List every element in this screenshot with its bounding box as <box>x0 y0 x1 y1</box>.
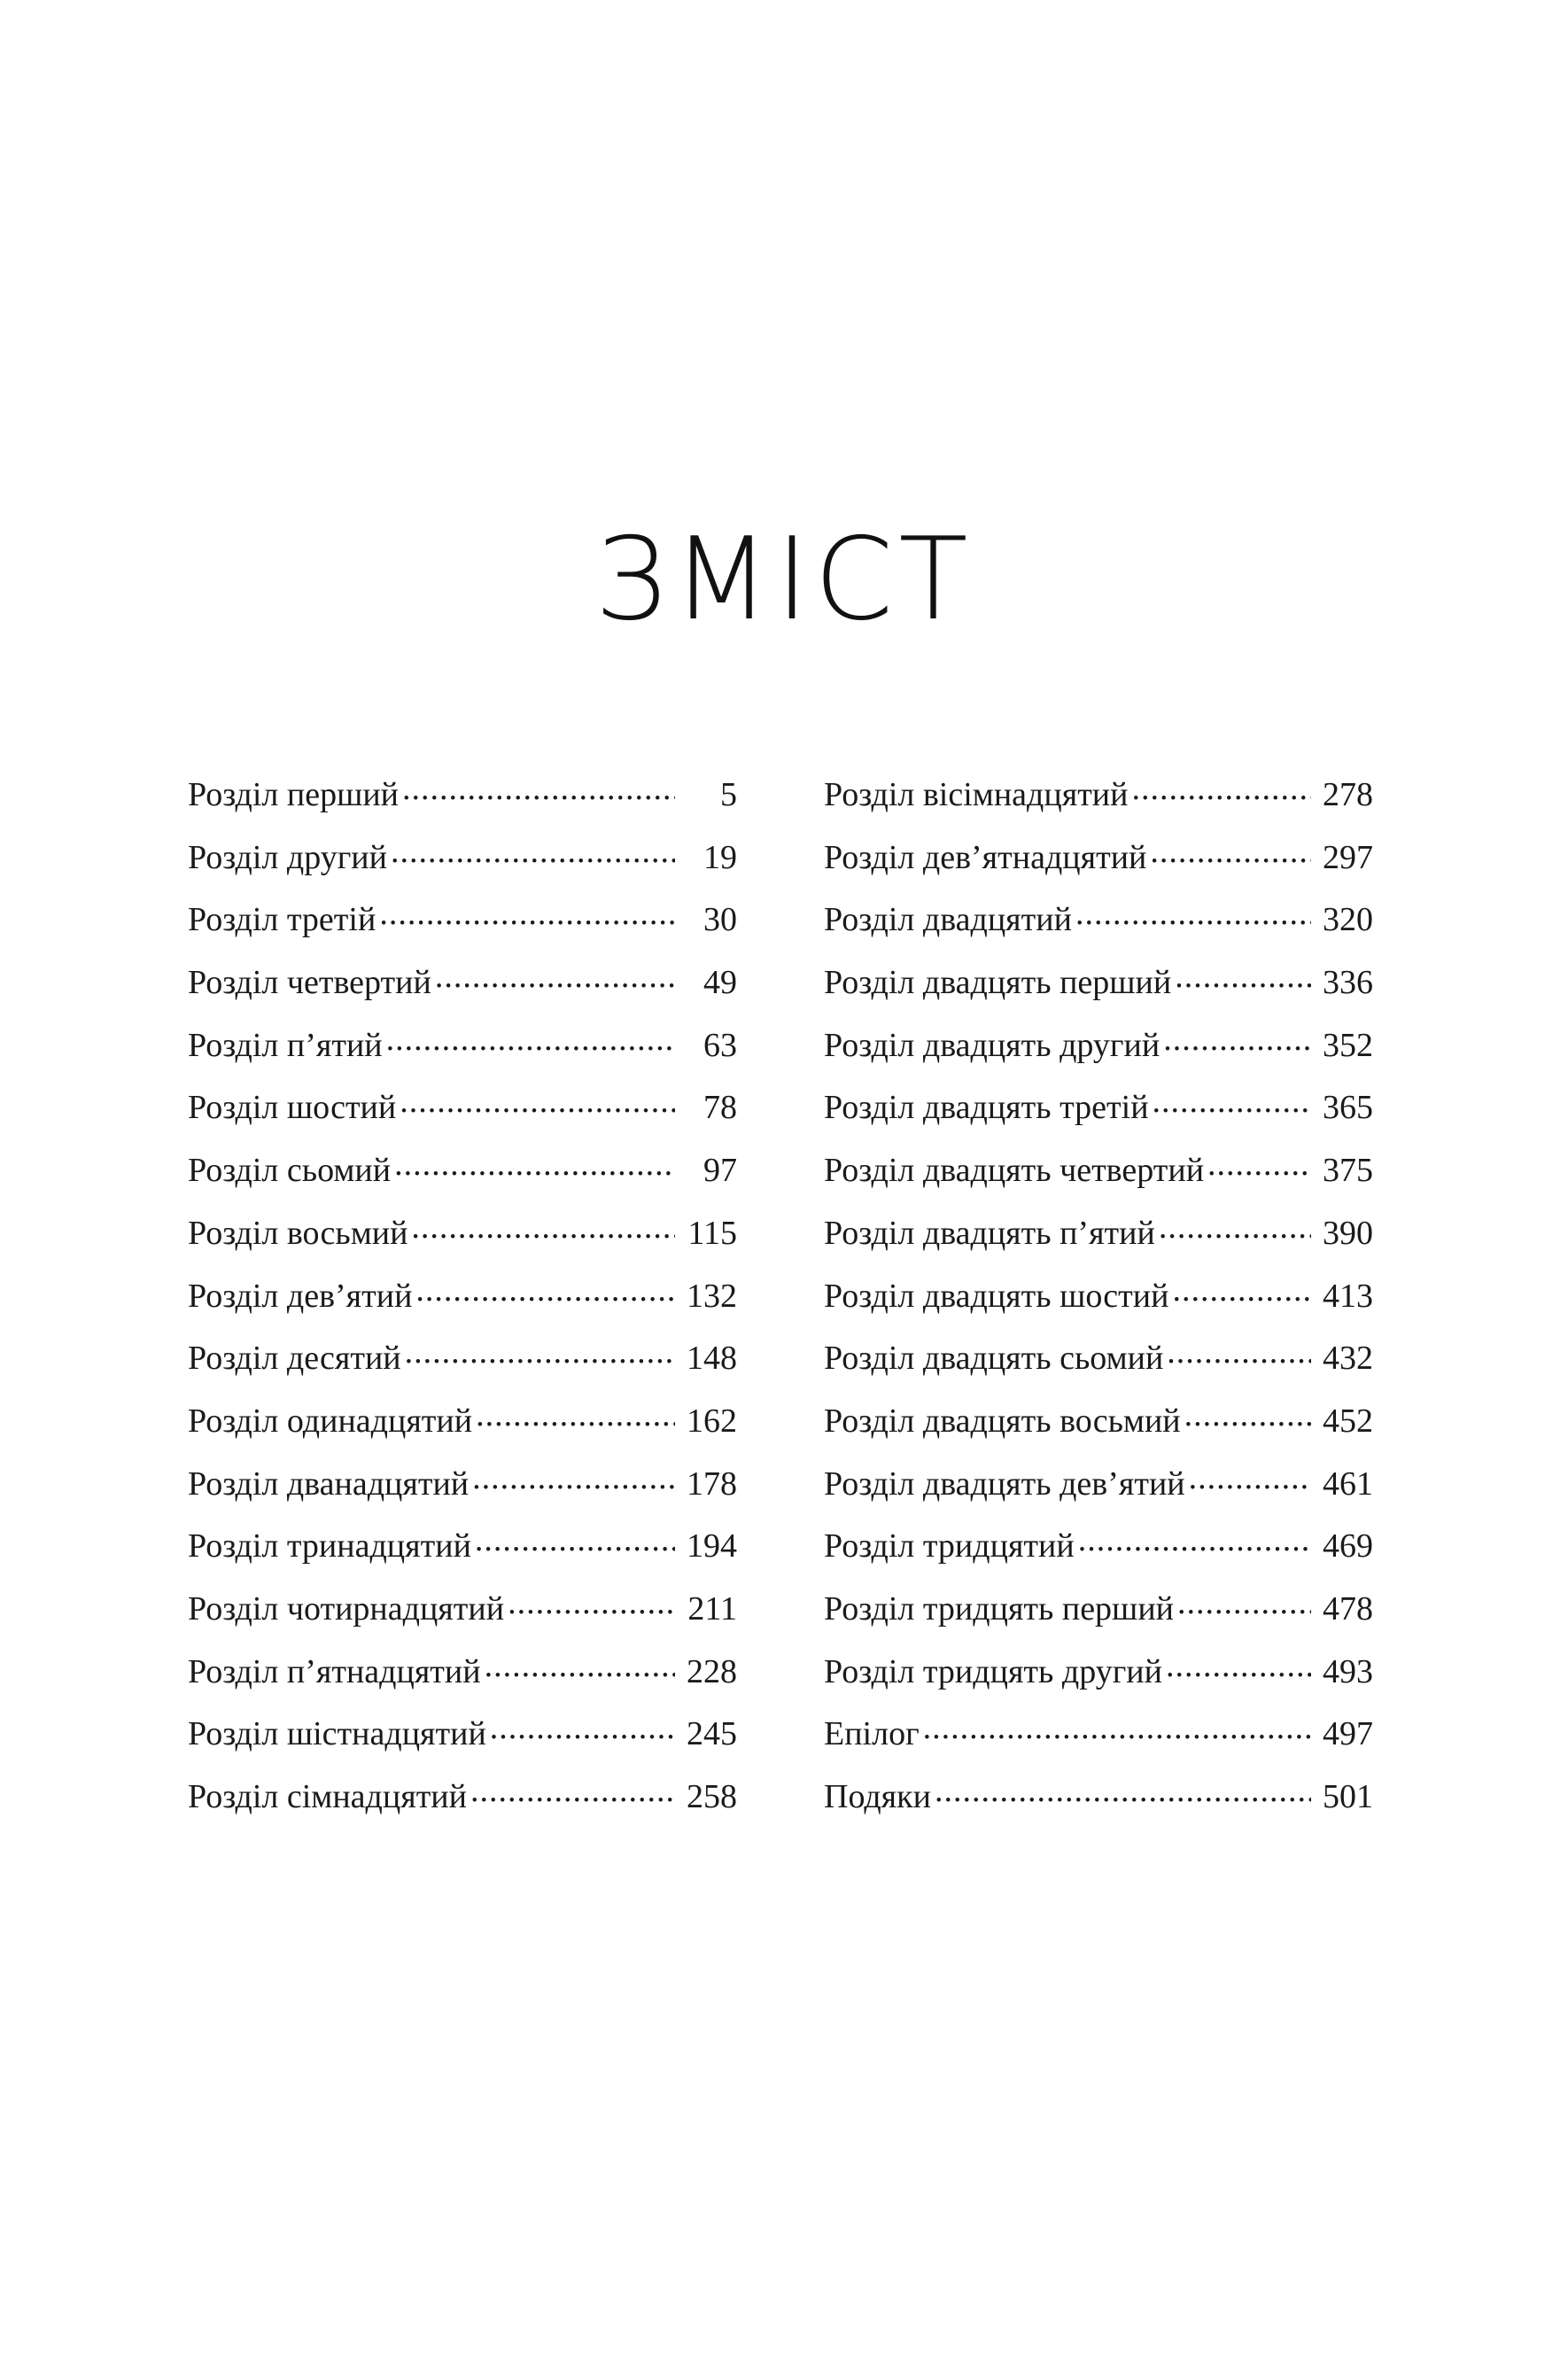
toc-entry-label: Розділ дев’ятий <box>188 1277 413 1315</box>
dot-leader <box>1177 1586 1311 1620</box>
dot-leader <box>1184 1398 1311 1432</box>
toc-entry-page-number: 413 <box>1323 1277 1373 1315</box>
toc-entry-page-number: 452 <box>1323 1402 1373 1440</box>
dot-leader <box>1175 959 1311 993</box>
toc-entry-page-number: 49 <box>703 964 737 1002</box>
toc-entry-label: Розділ двадцять перший <box>824 964 1172 1002</box>
toc-entry-page-number: 30 <box>703 901 737 939</box>
toc-entry-page-number: 478 <box>1323 1589 1373 1628</box>
dot-leader <box>1166 1649 1311 1682</box>
dot-leader <box>379 897 675 930</box>
dot-leader <box>1131 772 1311 805</box>
toc-entry-page-number: 194 <box>687 1527 737 1565</box>
toc-entry-page-number: 228 <box>687 1652 737 1690</box>
toc-entry[interactable] <box>824 764 1373 827</box>
toc-entry-page-number: 390 <box>1323 1214 1373 1252</box>
dot-leader <box>508 1586 675 1620</box>
toc-entry[interactable] <box>824 1202 1373 1265</box>
toc-entry-page-number: 493 <box>1323 1652 1373 1690</box>
toc-entry-page-number: 297 <box>1323 838 1373 876</box>
dot-leader <box>1150 835 1311 868</box>
toc-entry-page-number: 19 <box>703 838 737 876</box>
toc-entry-label: Розділ тринадцятий <box>188 1527 471 1565</box>
toc-entry-label: Розділ шістнадцятий <box>188 1715 486 1753</box>
dot-leader <box>1167 1335 1311 1369</box>
toc-entry-page-number: 78 <box>703 1089 737 1127</box>
toc-entry-label: Розділ сімнадцятий <box>188 1778 467 1815</box>
toc-entry[interactable] <box>188 764 737 827</box>
toc-entry[interactable] <box>188 1202 737 1265</box>
dot-leader <box>476 1398 675 1432</box>
toc-entry-page-number: 245 <box>687 1715 737 1753</box>
dot-leader <box>391 835 675 868</box>
toc-entry[interactable] <box>824 1076 1373 1139</box>
toc-entry-label: Розділ третій <box>188 901 376 939</box>
dot-leader <box>1163 1022 1311 1056</box>
toc-entry-label: Розділ десятий <box>188 1340 401 1378</box>
toc-left-column <box>188 764 737 1829</box>
toc-entry-label: Розділ дев’ятнадцятий <box>824 838 1147 876</box>
toc-entry-page-number: 97 <box>703 1152 737 1190</box>
toc-entry-page-number: 178 <box>687 1464 737 1503</box>
toc-entry-label: Розділ шостий <box>188 1089 397 1127</box>
toc-entry-label: Розділ четвертий <box>188 964 431 1002</box>
dot-leader <box>935 1774 1311 1807</box>
toc-entry-label: Розділ п’ятий <box>188 1026 383 1064</box>
dot-leader <box>411 1210 675 1244</box>
toc-entry-label: Розділ двадцять четвертий <box>824 1152 1205 1190</box>
toc-entry[interactable] <box>188 1703 737 1766</box>
dot-leader <box>485 1649 675 1682</box>
toc-entry[interactable] <box>824 1390 1373 1453</box>
toc-entry[interactable] <box>188 1515 737 1578</box>
dot-leader <box>1189 1461 1311 1495</box>
dot-leader <box>1153 1084 1311 1118</box>
dot-leader <box>1075 897 1311 930</box>
dot-leader <box>415 1273 675 1307</box>
toc-entry-page-number: 497 <box>1323 1715 1373 1753</box>
toc-entry-page-number: 352 <box>1323 1026 1373 1064</box>
toc-entry[interactable] <box>824 1578 1373 1641</box>
toc-entry[interactable] <box>188 1453 737 1516</box>
toc-right-column <box>824 764 1373 1829</box>
toc-entry-page-number: 148 <box>687 1340 737 1378</box>
dot-leader <box>490 1711 675 1744</box>
toc-entry[interactable] <box>824 1703 1373 1766</box>
toc-entry[interactable] <box>188 1139 737 1202</box>
dot-leader <box>1207 1147 1311 1181</box>
toc-entry-label: Розділ двадцятий <box>824 901 1072 939</box>
dot-leader <box>472 1461 675 1495</box>
toc-entry[interactable] <box>824 1641 1373 1704</box>
toc-entry[interactable] <box>188 1014 737 1077</box>
toc-entry-page-number: 320 <box>1323 901 1373 939</box>
toc-entry[interactable] <box>824 1327 1373 1390</box>
dot-leader <box>394 1147 675 1181</box>
toc-entry[interactable] <box>188 1390 737 1453</box>
toc-entry[interactable] <box>824 1515 1373 1578</box>
toc-entry[interactable] <box>188 1327 737 1390</box>
toc-entry-label: Розділ двадцять третій <box>824 1089 1149 1127</box>
toc-entry[interactable] <box>188 952 737 1014</box>
toc-entry-page-number: 211 <box>687 1589 737 1628</box>
toc-entry-label: Розділ сьомий <box>188 1152 392 1190</box>
toc-entry[interactable] <box>188 1265 737 1328</box>
toc-entry-label: Розділ двадцять п’ятий <box>824 1214 1155 1252</box>
toc-entry-page-number: 336 <box>1323 964 1373 1002</box>
toc-entry[interactable] <box>188 1076 737 1139</box>
toc-entry-page-number: 432 <box>1323 1340 1373 1378</box>
toc-entry-page-number: 162 <box>687 1402 737 1440</box>
dot-leader <box>402 772 675 805</box>
page-title: ЗМІСТ <box>594 513 974 646</box>
toc-entry-label: Розділ одинадцятий <box>188 1402 473 1440</box>
toc-entry-label: Розділ дванадцятий <box>188 1464 470 1503</box>
toc-entry[interactable] <box>188 1641 737 1704</box>
toc-entry-page-number: 375 <box>1323 1152 1373 1190</box>
toc-entry-page-number: 63 <box>703 1026 737 1064</box>
toc-entry-label: Розділ двадцять другий <box>824 1026 1160 1064</box>
dot-leader <box>1078 1523 1311 1557</box>
toc-entry[interactable] <box>188 1766 737 1829</box>
toc-entry-label: Розділ двадцять восьмий <box>824 1402 1181 1440</box>
dot-leader <box>400 1084 675 1118</box>
toc-entry[interactable] <box>824 1453 1373 1516</box>
toc-entry[interactable] <box>188 889 737 952</box>
toc-entry-label: Розділ двадцять дев’ятий <box>824 1464 1185 1503</box>
toc-entry-label: Розділ тридцятий <box>824 1527 1075 1565</box>
dot-leader <box>1172 1273 1311 1307</box>
toc-entry-label: Епілог <box>824 1715 920 1753</box>
dot-leader <box>470 1774 675 1807</box>
toc-entry-page-number: 258 <box>687 1778 737 1815</box>
toc-entry-page-number: 501 <box>1323 1778 1373 1815</box>
toc-entry-label: Розділ двадцять сьомий <box>824 1340 1164 1378</box>
toc-entry-label: Подяки <box>824 1778 931 1815</box>
toc-entry[interactable] <box>188 1578 737 1641</box>
toc-entry-label: Розділ п’ятнадцятий <box>188 1652 481 1690</box>
toc-entry-page-number: 115 <box>687 1214 737 1252</box>
toc-entry[interactable] <box>824 1265 1373 1328</box>
toc-entry[interactable] <box>824 952 1373 1014</box>
toc-entry-label: Розділ другий <box>188 838 387 876</box>
dot-leader <box>435 959 675 993</box>
toc-entry[interactable] <box>824 827 1373 890</box>
dot-leader <box>386 1022 675 1056</box>
toc-entry[interactable] <box>824 889 1373 952</box>
dot-leader <box>1159 1210 1311 1244</box>
toc-entry-page-number: 5 <box>720 776 737 813</box>
dot-leader <box>923 1711 1311 1744</box>
dot-leader <box>475 1523 675 1557</box>
toc-entry-label: Розділ тридцять другий <box>824 1652 1162 1690</box>
toc-entry[interactable] <box>824 1766 1373 1829</box>
toc-entry-page-number: 132 <box>687 1277 737 1315</box>
toc-entry-page-number: 365 <box>1323 1089 1373 1127</box>
toc-entry-label: Розділ восьмий <box>188 1214 408 1252</box>
toc-entry-label: Розділ двадцять шостий <box>824 1277 1169 1315</box>
toc-entry-label: Розділ тридцять перший <box>824 1589 1174 1628</box>
toc-entry[interactable] <box>188 827 737 890</box>
toc-entry-label: Розділ вісімнадцятий <box>824 776 1129 813</box>
dot-leader <box>405 1335 675 1369</box>
toc-entry[interactable] <box>824 1014 1373 1077</box>
toc-entry-page-number: 469 <box>1323 1527 1373 1565</box>
toc-entry[interactable] <box>824 1139 1373 1202</box>
toc-entry-page-number: 278 <box>1323 776 1373 813</box>
toc-entry-page-number: 461 <box>1323 1464 1373 1503</box>
toc-entry-label: Розділ перший <box>188 776 400 813</box>
toc-entry-label: Розділ чотирнадцятий <box>188 1589 505 1628</box>
